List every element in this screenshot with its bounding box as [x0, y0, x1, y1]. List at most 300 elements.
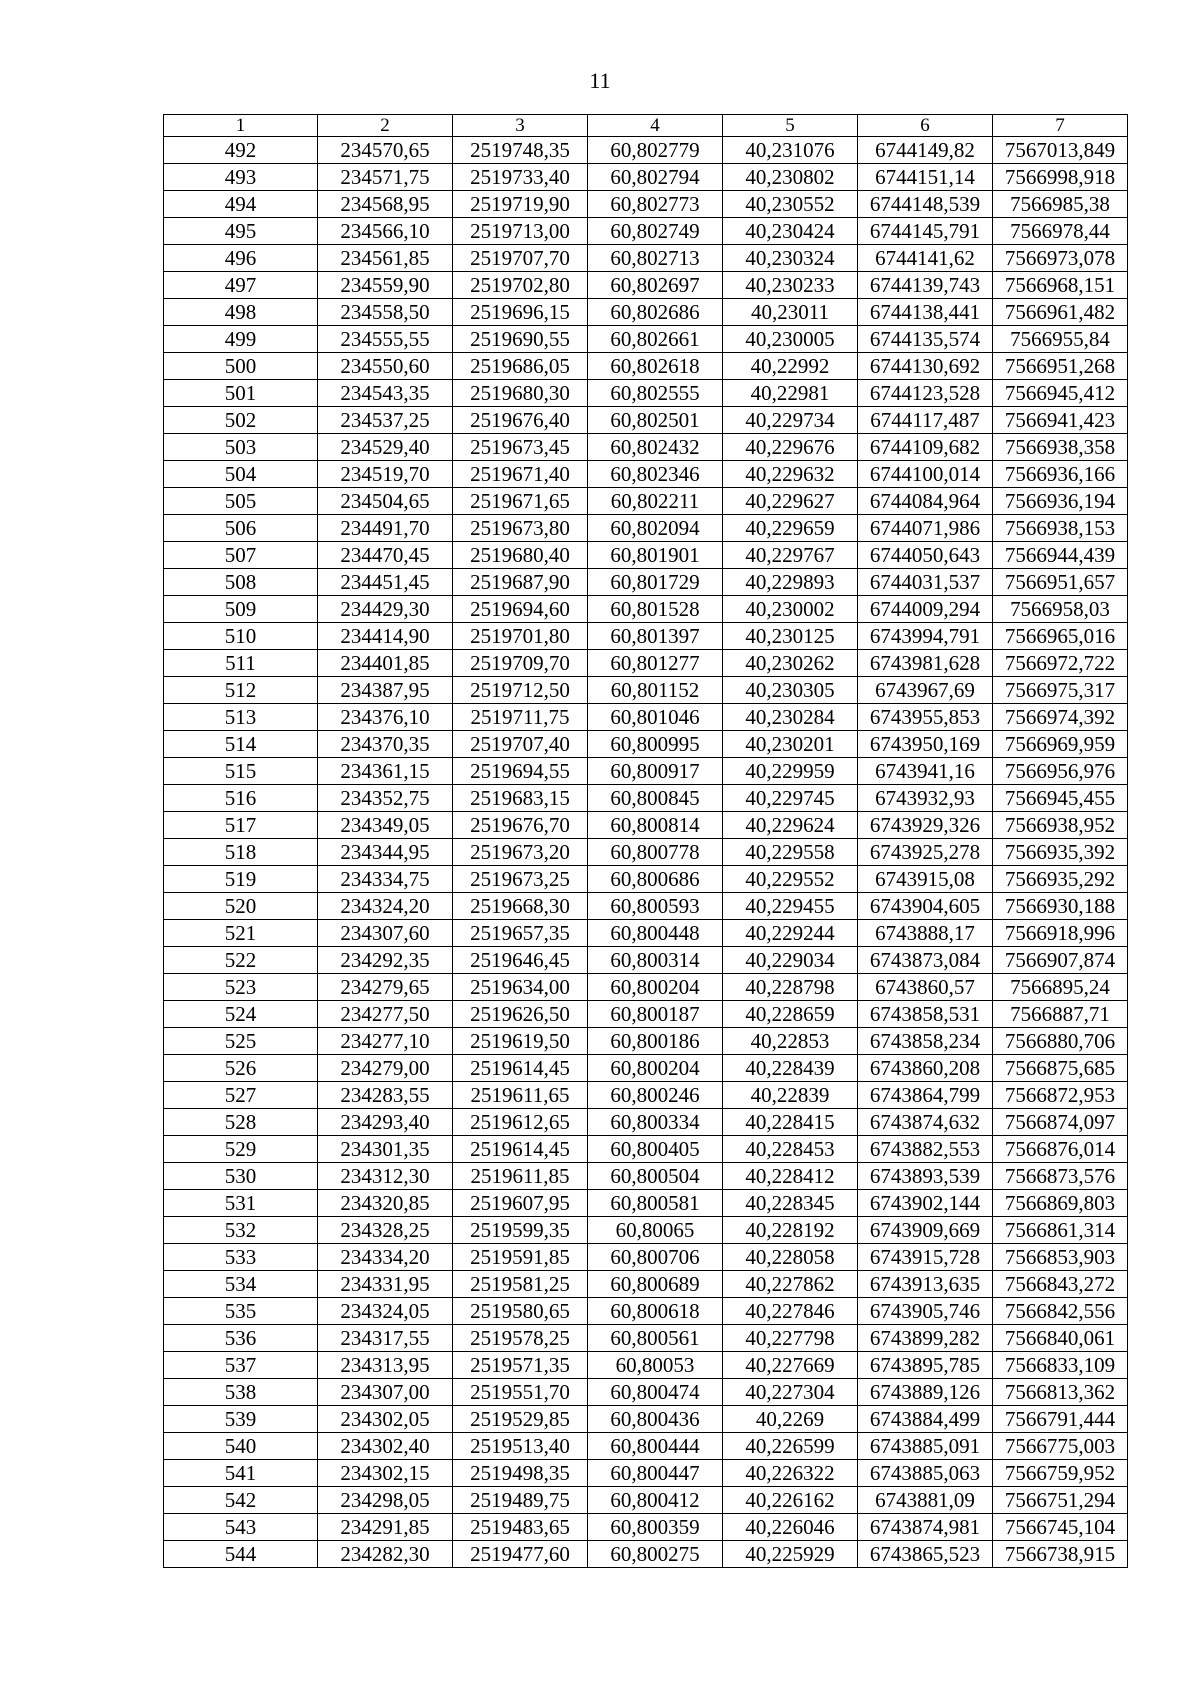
table-cell: 234451,45 — [318, 569, 453, 596]
table-cell: 40,229558 — [723, 839, 858, 866]
table-cell: 2519707,40 — [453, 731, 588, 758]
table-row — [164, 1460, 1128, 1487]
table-cell: 6743893,539 — [858, 1163, 993, 1190]
table-cell: 40,230424 — [723, 218, 858, 245]
table-cell: 234570,65 — [318, 137, 453, 164]
table-cell: 6743925,278 — [858, 839, 993, 866]
table-cell: 7566833,109 — [993, 1352, 1128, 1379]
table-cell: 506 — [164, 515, 318, 542]
table-row — [164, 839, 1128, 866]
table-cell: 6743899,282 — [858, 1325, 993, 1352]
table-cell: 6743909,669 — [858, 1217, 993, 1244]
table-cell: 60,801046 — [588, 704, 723, 731]
table-cell: 6743932,93 — [858, 785, 993, 812]
table-cell: 40,22981 — [723, 380, 858, 407]
table-cell: 2519719,90 — [453, 191, 588, 218]
table-cell: 40,230233 — [723, 272, 858, 299]
table-cell: 6743955,853 — [858, 704, 993, 731]
table-cell: 40,226322 — [723, 1460, 858, 1487]
table-cell: 7566745,104 — [993, 1514, 1128, 1541]
table-cell: 6743895,785 — [858, 1352, 993, 1379]
table-cell: 40,228453 — [723, 1136, 858, 1163]
table-cell: 2519702,80 — [453, 272, 588, 299]
table-cell: 2519673,20 — [453, 839, 588, 866]
table-cell: 234324,05 — [318, 1298, 453, 1325]
table-row — [164, 1082, 1128, 1109]
table-cell: 40,230201 — [723, 731, 858, 758]
table-cell: 60,800359 — [588, 1514, 723, 1541]
table-row — [164, 1325, 1128, 1352]
table-cell: 7566936,194 — [993, 488, 1128, 515]
table-cell: 60,800405 — [588, 1136, 723, 1163]
table-cell: 2519713,00 — [453, 218, 588, 245]
table-cell: 234376,10 — [318, 704, 453, 731]
table-cell: 40,229624 — [723, 812, 858, 839]
table-cell: 6743888,17 — [858, 920, 993, 947]
table-cell: 234312,30 — [318, 1163, 453, 1190]
table-cell: 60,800995 — [588, 731, 723, 758]
table-cell: 60,802211 — [588, 488, 723, 515]
table-row — [164, 1487, 1128, 1514]
table-cell: 40,2269 — [723, 1406, 858, 1433]
table-cell: 60,800447 — [588, 1460, 723, 1487]
table-cell: 7566907,874 — [993, 947, 1128, 974]
table-cell: 498 — [164, 299, 318, 326]
table-cell: 6743885,091 — [858, 1433, 993, 1460]
table-cell: 60,802661 — [588, 326, 723, 353]
table-cell: 7566945,412 — [993, 380, 1128, 407]
table-row — [164, 380, 1128, 407]
table-cell: 40,230002 — [723, 596, 858, 623]
table-cell: 7566775,003 — [993, 1433, 1128, 1460]
table-cell: 40,230125 — [723, 623, 858, 650]
table-cell: 2519690,55 — [453, 326, 588, 353]
table-cell: 7566961,482 — [993, 299, 1128, 326]
table-cell: 6744139,743 — [858, 272, 993, 299]
table-cell: 40,230802 — [723, 164, 858, 191]
table-cell: 60,800186 — [588, 1028, 723, 1055]
table-cell: 531 — [164, 1190, 318, 1217]
table-cell: 6744151,14 — [858, 164, 993, 191]
table-cell: 60,800581 — [588, 1190, 723, 1217]
table-row — [164, 1217, 1128, 1244]
table-cell: 7566875,685 — [993, 1055, 1128, 1082]
column-header: 5 — [723, 115, 858, 137]
table-cell: 7566880,706 — [993, 1028, 1128, 1055]
table-cell: 60,800778 — [588, 839, 723, 866]
table-cell: 7566918,996 — [993, 920, 1128, 947]
table-cell: 2519611,85 — [453, 1163, 588, 1190]
table-cell: 7566759,952 — [993, 1460, 1128, 1487]
table-cell: 40,228439 — [723, 1055, 858, 1082]
table-cell: 2519612,65 — [453, 1109, 588, 1136]
table-cell: 7566975,317 — [993, 677, 1128, 704]
table-cell: 7566887,71 — [993, 1001, 1128, 1028]
table-cell: 60,800686 — [588, 866, 723, 893]
table-cell: 2519694,60 — [453, 596, 588, 623]
table-cell: 6743885,063 — [858, 1460, 993, 1487]
table-row — [164, 218, 1128, 245]
table-cell: 40,228415 — [723, 1109, 858, 1136]
table-cell: 234334,20 — [318, 1244, 453, 1271]
table-cell: 234361,15 — [318, 758, 453, 785]
table-cell: 7566840,061 — [993, 1325, 1128, 1352]
table-cell: 6743929,326 — [858, 812, 993, 839]
table-cell: 2519707,70 — [453, 245, 588, 272]
table-cell: 507 — [164, 542, 318, 569]
table-cell: 7566951,268 — [993, 353, 1128, 380]
table-row — [164, 461, 1128, 488]
table-row — [164, 731, 1128, 758]
table-cell: 60,802555 — [588, 380, 723, 407]
table-cell: 6743858,531 — [858, 1001, 993, 1028]
table-cell: 6743874,632 — [858, 1109, 993, 1136]
table-cell: 497 — [164, 272, 318, 299]
table-cell: 2519673,45 — [453, 434, 588, 461]
table-cell: 7566938,153 — [993, 515, 1128, 542]
table-cell: 40,228798 — [723, 974, 858, 1001]
table-cell: 40,228345 — [723, 1190, 858, 1217]
table-cell: 2519551,70 — [453, 1379, 588, 1406]
table-cell: 6743860,208 — [858, 1055, 993, 1082]
table-cell: 7566973,078 — [993, 245, 1128, 272]
table-cell: 60,802779 — [588, 137, 723, 164]
table-cell: 7566945,455 — [993, 785, 1128, 812]
table-cell: 234292,35 — [318, 947, 453, 974]
table-cell: 7566936,166 — [993, 461, 1128, 488]
table-cell: 6744109,682 — [858, 434, 993, 461]
table-cell: 40,229676 — [723, 434, 858, 461]
table-cell: 234317,55 — [318, 1325, 453, 1352]
table-cell: 7566972,722 — [993, 650, 1128, 677]
table-cell: 2519571,35 — [453, 1352, 588, 1379]
table-cell: 60,802713 — [588, 245, 723, 272]
table-cell: 40,229632 — [723, 461, 858, 488]
table-cell: 40,226599 — [723, 1433, 858, 1460]
table-cell: 60,802697 — [588, 272, 723, 299]
table-cell: 40,229244 — [723, 920, 858, 947]
table-row — [164, 434, 1128, 461]
table-cell: 40,229734 — [723, 407, 858, 434]
table-cell: 538 — [164, 1379, 318, 1406]
column-header: 4 — [588, 115, 723, 137]
table-cell: 234370,35 — [318, 731, 453, 758]
table-cell: 524 — [164, 1001, 318, 1028]
table-row — [164, 1028, 1128, 1055]
table-cell: 514 — [164, 731, 318, 758]
table-cell: 543 — [164, 1514, 318, 1541]
table-cell: 530 — [164, 1163, 318, 1190]
table-cell: 7566958,03 — [993, 596, 1128, 623]
table-row — [164, 1190, 1128, 1217]
table-cell: 234429,30 — [318, 596, 453, 623]
table-cell: 2519607,95 — [453, 1190, 588, 1217]
table-cell: 60,800845 — [588, 785, 723, 812]
table-cell: 60,801397 — [588, 623, 723, 650]
table-cell: 234302,05 — [318, 1406, 453, 1433]
table-cell: 501 — [164, 380, 318, 407]
table-cell: 234352,75 — [318, 785, 453, 812]
table-cell: 7566872,953 — [993, 1082, 1128, 1109]
table-cell: 7566873,576 — [993, 1163, 1128, 1190]
table-cell: 510 — [164, 623, 318, 650]
table-cell: 234529,40 — [318, 434, 453, 461]
table-cell: 234555,55 — [318, 326, 453, 353]
table-cell: 7566791,444 — [993, 1406, 1128, 1433]
column-header: 7 — [993, 115, 1128, 137]
table-row — [164, 596, 1128, 623]
table-cell: 40,229745 — [723, 785, 858, 812]
table-cell: 60,802094 — [588, 515, 723, 542]
table-cell: 7566895,24 — [993, 974, 1128, 1001]
table-header-row — [164, 115, 1128, 137]
table-cell: 6744130,692 — [858, 353, 993, 380]
table-cell: 234504,65 — [318, 488, 453, 515]
table-cell: 40,229034 — [723, 947, 858, 974]
table-row — [164, 137, 1128, 164]
table-cell: 7566935,292 — [993, 866, 1128, 893]
table-cell: 6744071,986 — [858, 515, 993, 542]
table-cell: 7566751,294 — [993, 1487, 1128, 1514]
table-cell: 40,23011 — [723, 299, 858, 326]
table-cell: 6743865,523 — [858, 1541, 993, 1568]
table-cell: 234279,00 — [318, 1055, 453, 1082]
table-cell: 40,230284 — [723, 704, 858, 731]
table-cell: 6744084,964 — [858, 488, 993, 515]
table-cell: 60,800187 — [588, 1001, 723, 1028]
table-cell: 6744135,574 — [858, 326, 993, 353]
table-row — [164, 1298, 1128, 1325]
table-cell: 40,228058 — [723, 1244, 858, 1271]
table-cell: 2519668,30 — [453, 893, 588, 920]
table-cell: 527 — [164, 1082, 318, 1109]
table-cell: 60,800474 — [588, 1379, 723, 1406]
table-cell: 536 — [164, 1325, 318, 1352]
table-cell: 6743874,981 — [858, 1514, 993, 1541]
table-cell: 60,800814 — [588, 812, 723, 839]
table-row — [164, 1514, 1128, 1541]
table-cell: 60,801901 — [588, 542, 723, 569]
coordinates-table — [163, 114, 1128, 1568]
table-cell: 6744117,487 — [858, 407, 993, 434]
table-cell: 6743889,126 — [858, 1379, 993, 1406]
table-cell: 7566813,362 — [993, 1379, 1128, 1406]
table-cell: 2519489,75 — [453, 1487, 588, 1514]
table-cell: 7566985,38 — [993, 191, 1128, 218]
table-cell: 511 — [164, 650, 318, 677]
table-cell: 234561,85 — [318, 245, 453, 272]
table-cell: 526 — [164, 1055, 318, 1082]
table-cell: 537 — [164, 1352, 318, 1379]
table-cell: 234279,65 — [318, 974, 453, 1001]
table-cell: 234277,50 — [318, 1001, 453, 1028]
table-cell: 40,228659 — [723, 1001, 858, 1028]
table-row — [164, 353, 1128, 380]
table-cell: 60,800593 — [588, 893, 723, 920]
table-cell: 500 — [164, 353, 318, 380]
table-cell: 60,800275 — [588, 1541, 723, 1568]
table-cell: 2519614,45 — [453, 1055, 588, 1082]
table-cell: 60,800706 — [588, 1244, 723, 1271]
table-cell: 60,802749 — [588, 218, 723, 245]
table-cell: 234282,30 — [318, 1541, 453, 1568]
table-cell: 7567013,849 — [993, 137, 1128, 164]
table-cell: 234291,85 — [318, 1514, 453, 1541]
table-cell: 492 — [164, 137, 318, 164]
table-cell: 7566935,392 — [993, 839, 1128, 866]
table-cell: 60,800412 — [588, 1487, 723, 1514]
table-cell: 234571,75 — [318, 164, 453, 191]
page-number: 11 — [589, 68, 611, 93]
table-cell: 40,229767 — [723, 542, 858, 569]
table-cell: 533 — [164, 1244, 318, 1271]
table-row — [164, 1109, 1128, 1136]
table-cell: 517 — [164, 812, 318, 839]
table-cell: 2519581,25 — [453, 1271, 588, 1298]
table-row — [164, 191, 1128, 218]
table-row — [164, 947, 1128, 974]
table-row — [164, 272, 1128, 299]
table-cell: 40,229627 — [723, 488, 858, 515]
table-row — [164, 1001, 1128, 1028]
table-row — [164, 785, 1128, 812]
table-cell: 6743905,746 — [858, 1298, 993, 1325]
table-cell: 40,230262 — [723, 650, 858, 677]
table-cell: 40,227669 — [723, 1352, 858, 1379]
table-cell: 40,229659 — [723, 515, 858, 542]
table-cell: 6744138,441 — [858, 299, 993, 326]
table-cell: 544 — [164, 1541, 318, 1568]
table-cell: 60,80053 — [588, 1352, 723, 1379]
table-cell: 40,230005 — [723, 326, 858, 353]
table-cell: 60,800444 — [588, 1433, 723, 1460]
table-cell: 6744050,643 — [858, 542, 993, 569]
table-cell: 234298,05 — [318, 1487, 453, 1514]
table-cell: 60,80065 — [588, 1217, 723, 1244]
table-cell: 60,800689 — [588, 1271, 723, 1298]
table-cell: 509 — [164, 596, 318, 623]
table-cell: 40,228412 — [723, 1163, 858, 1190]
table-cell: 6743913,635 — [858, 1271, 993, 1298]
table-cell: 60,800334 — [588, 1109, 723, 1136]
table-cell: 40,227798 — [723, 1325, 858, 1352]
table-cell: 7566941,423 — [993, 407, 1128, 434]
table-cell: 540 — [164, 1433, 318, 1460]
table-cell: 60,802501 — [588, 407, 723, 434]
table-cell: 2519673,25 — [453, 866, 588, 893]
table-row — [164, 299, 1128, 326]
table-cell: 508 — [164, 569, 318, 596]
table-row — [164, 1163, 1128, 1190]
table-cell: 2519529,85 — [453, 1406, 588, 1433]
table-cell: 532 — [164, 1217, 318, 1244]
table-cell: 2519614,45 — [453, 1136, 588, 1163]
table-cell: 234414,90 — [318, 623, 453, 650]
table-cell: 2519696,15 — [453, 299, 588, 326]
table-cell: 234550,60 — [318, 353, 453, 380]
table-cell: 522 — [164, 947, 318, 974]
table-cell: 2519676,70 — [453, 812, 588, 839]
table-row — [164, 866, 1128, 893]
table-cell: 539 — [164, 1406, 318, 1433]
table-row — [164, 1541, 1128, 1568]
table-cell: 2519657,35 — [453, 920, 588, 947]
table-cell: 7566938,358 — [993, 434, 1128, 461]
table-cell: 534 — [164, 1271, 318, 1298]
table-cell: 40,229893 — [723, 569, 858, 596]
table-cell: 6744009,294 — [858, 596, 993, 623]
table-cell: 495 — [164, 218, 318, 245]
table-cell: 2519477,60 — [453, 1541, 588, 1568]
table-cell: 6743950,169 — [858, 731, 993, 758]
table-cell: 234349,05 — [318, 812, 453, 839]
table-cell: 6743981,628 — [858, 650, 993, 677]
table-cell: 2519694,55 — [453, 758, 588, 785]
table-cell: 6743902,144 — [858, 1190, 993, 1217]
table-cell: 60,800204 — [588, 1055, 723, 1082]
table-cell: 2519676,40 — [453, 407, 588, 434]
table-cell: 7566965,016 — [993, 623, 1128, 650]
table-cell: 40,225929 — [723, 1541, 858, 1568]
table-cell: 40,22839 — [723, 1082, 858, 1109]
table-cell: 234328,25 — [318, 1217, 453, 1244]
table-cell: 7566738,915 — [993, 1541, 1128, 1568]
table-cell: 6743873,084 — [858, 947, 993, 974]
table-cell: 518 — [164, 839, 318, 866]
table-cell: 234277,10 — [318, 1028, 453, 1055]
table-body — [164, 137, 1128, 1568]
table-cell: 40,230305 — [723, 677, 858, 704]
table-cell: 234543,35 — [318, 380, 453, 407]
table-cell: 528 — [164, 1109, 318, 1136]
table-cell: 6743994,791 — [858, 623, 993, 650]
table-cell: 60,802618 — [588, 353, 723, 380]
table-cell: 40,227862 — [723, 1271, 858, 1298]
table-cell: 234301,35 — [318, 1136, 453, 1163]
table-cell: 60,800618 — [588, 1298, 723, 1325]
table-cell: 40,230552 — [723, 191, 858, 218]
table-cell: 7566956,976 — [993, 758, 1128, 785]
table-row — [164, 245, 1128, 272]
table-cell: 494 — [164, 191, 318, 218]
table-cell: 2519733,40 — [453, 164, 588, 191]
table-cell: 2519686,05 — [453, 353, 588, 380]
column-header: 2 — [318, 115, 453, 137]
table-cell: 234302,15 — [318, 1460, 453, 1487]
table-cell: 7566874,097 — [993, 1109, 1128, 1136]
table-cell: 234519,70 — [318, 461, 453, 488]
table-cell: 2519646,45 — [453, 947, 588, 974]
table-row — [164, 677, 1128, 704]
table-cell: 40,22853 — [723, 1028, 858, 1055]
table-cell: 234401,85 — [318, 650, 453, 677]
table-row — [164, 515, 1128, 542]
table-cell: 6744100,014 — [858, 461, 993, 488]
table-cell: 234558,50 — [318, 299, 453, 326]
table-cell: 2519680,40 — [453, 542, 588, 569]
table-cell: 2519683,15 — [453, 785, 588, 812]
table-cell: 7566955,84 — [993, 326, 1128, 353]
table-row — [164, 1271, 1128, 1298]
table-cell: 7566861,314 — [993, 1217, 1128, 1244]
table-cell: 7566869,803 — [993, 1190, 1128, 1217]
table-cell: 2519498,35 — [453, 1460, 588, 1487]
table-cell: 520 — [164, 893, 318, 920]
table-cell: 2519513,40 — [453, 1433, 588, 1460]
table-cell: 7566944,439 — [993, 542, 1128, 569]
table-cell: 60,802346 — [588, 461, 723, 488]
table-cell: 234324,20 — [318, 893, 453, 920]
